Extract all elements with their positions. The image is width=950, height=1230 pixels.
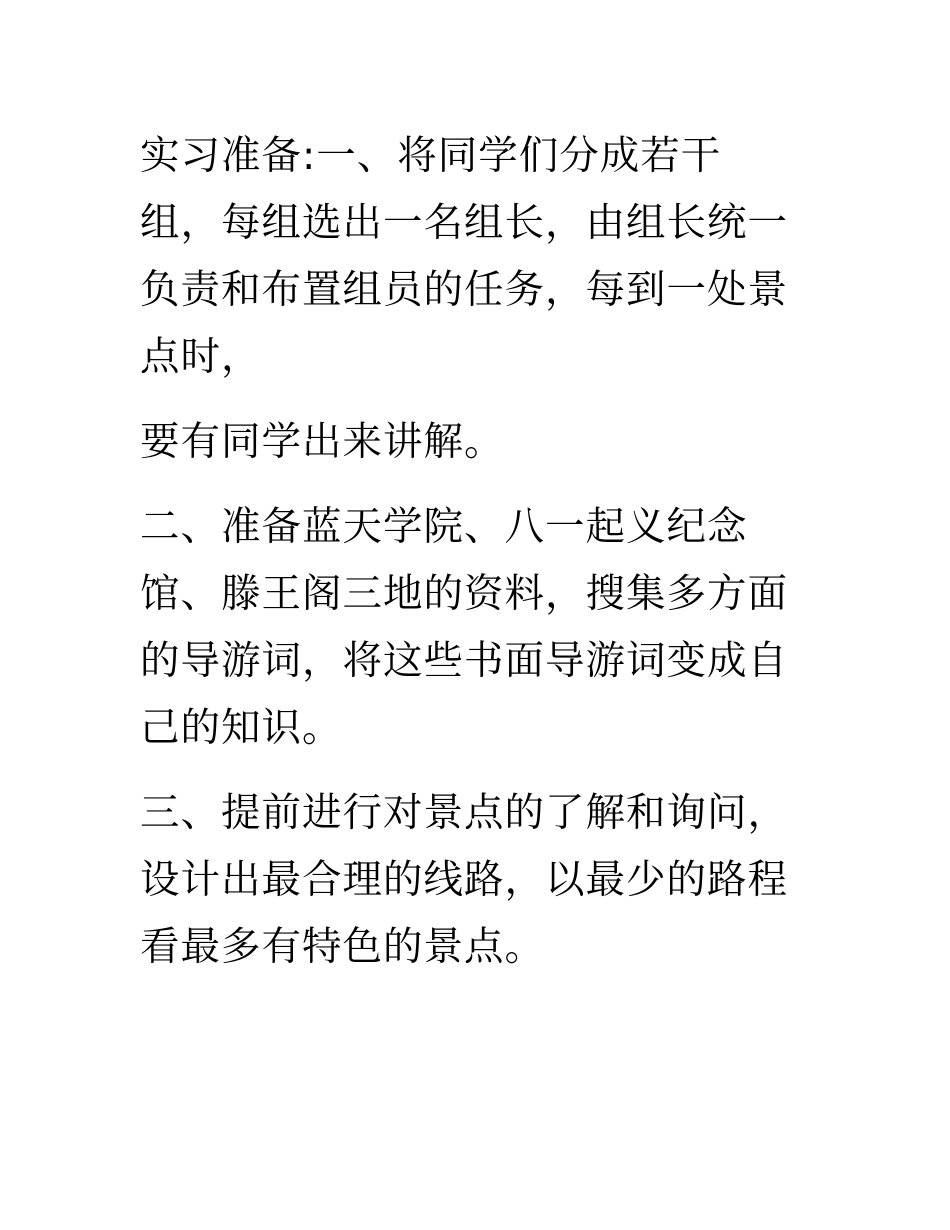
document-body <box>140 123 800 999</box>
paragraph-explanation: 要有同学出来讲解。 <box>140 419 505 465</box>
paragraph-preparation-one: 实习准备:一、将同学们分成若干组，每组选出一名组长，由组长统一负责和布置组员的任务，每到一处景点时， <box>140 133 788 380</box>
paragraph-preparation-two: 二、准备蓝天学院、八一起义纪念馆、滕王阁三地的资料，搜集多方面的导游词，将这些书面导游词变成自己的知识。 <box>140 504 788 751</box>
paragraph-preparation-three: 三、提前进行对景点的了解和询问，设计出最合理的线路，以最少的路程看最多有特色的景点。 <box>140 790 788 970</box>
